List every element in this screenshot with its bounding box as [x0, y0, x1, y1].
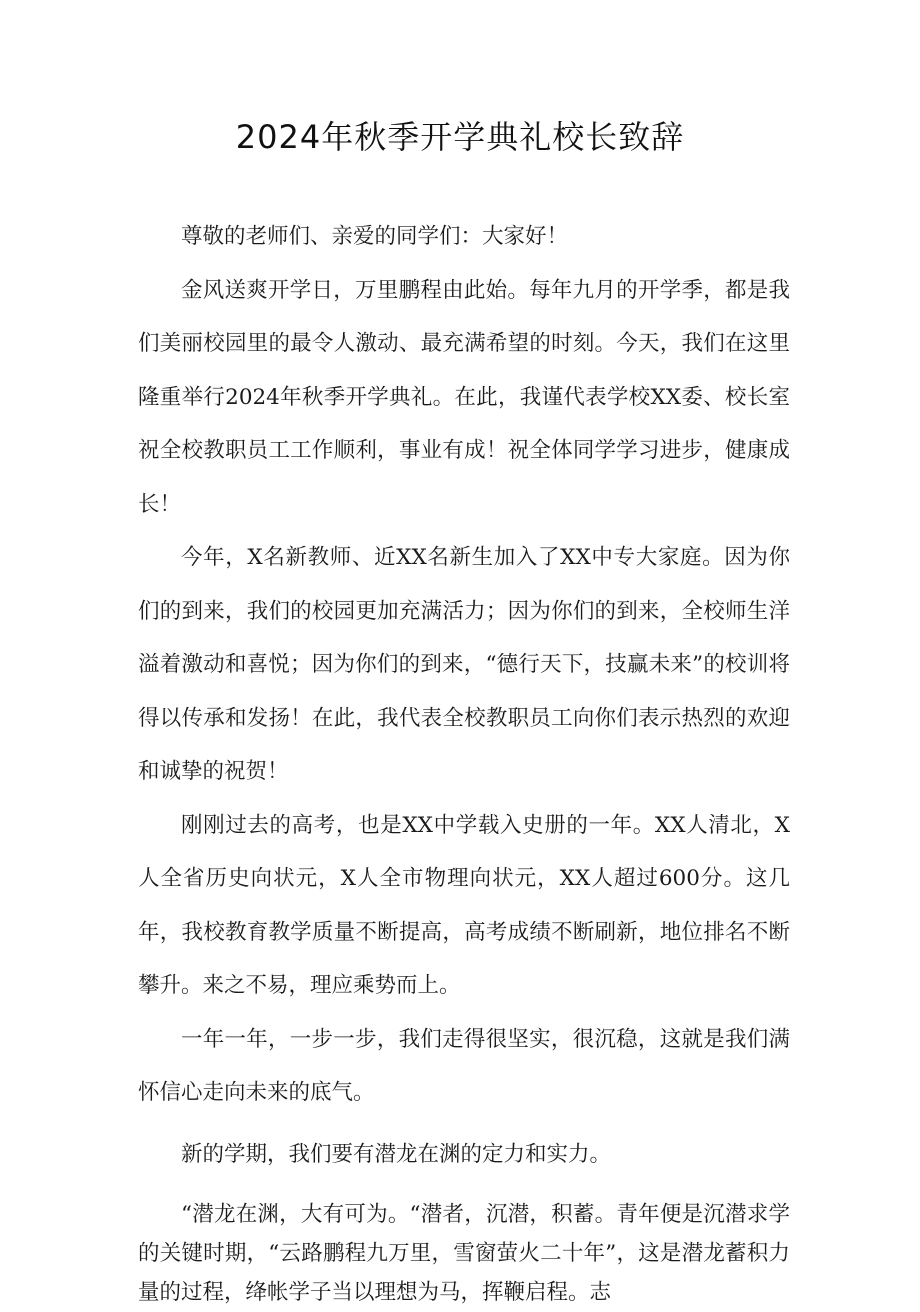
- paragraph-new-semester: 新的学期，我们要有潜龙在渊的定力和实力。: [181, 1141, 612, 1167]
- paragraph-greeting: 尊敬的老师们、亲爱的同学们：大家好！: [181, 224, 569, 249]
- paragraph-welcome: 今年，X名新教师、近XX名新生加入了XX中专大家庭。因为你们的到来，我们的校园更加充满活力；因为你们的到来，全校师生洋溢着激动和喜悦；因为你们的到来，“德行天下，技赢未来”的校训将得以传承和发扬！在此，我代表全校教职员工向你们表示热烈的欢迎和诚挚的祝贺！: [138, 545, 790, 784]
- paragraph-opening: 金风送爽开学日，万里鹏程由此始。每年九月的开学季，都是我们美丽校园里的最令人激动、最充满希望的时刻。今天，我们在这里隆重举行2024年秋季开学典礼。在此，我谨代表学校XX委、校长室祝全校教职员工工作顺利，事业有成！祝全体同学学习进步，健康成长！: [138, 277, 790, 517]
- paragraph-confidence: 一年一年，一步一步，我们走得很坚实，很沉稳，这就是我们满怀信心走向未来的底气。: [138, 1026, 790, 1105]
- paragraph-hidden-dragon: “潜龙在渊，大有可为。“潜者，沉潜，积蓄。青年便是沉潜求学的关键时期，“云路鹏程九万里，雪窗萤火二十年”，这是潜龙蓄积力量的过程，绛帐学子当以理想为马，挥鞭启程。志: [138, 1202, 790, 1305]
- document-body: [138, 210, 790, 1312]
- document-title: 2024年秋季开学典礼校长致辞: [235, 118, 685, 156]
- paragraph-exam-results: 刚刚过去的高考，也是XX中学载入史册的一年。XX人清北，X人全省历史向状元，X人全市物理向状元，XX人超过600分。这几年，我校教育教学质量不断提高，高考成绩不断刷新，地位排名不断攀升。来之不易，理应乘势而上。: [138, 812, 790, 998]
